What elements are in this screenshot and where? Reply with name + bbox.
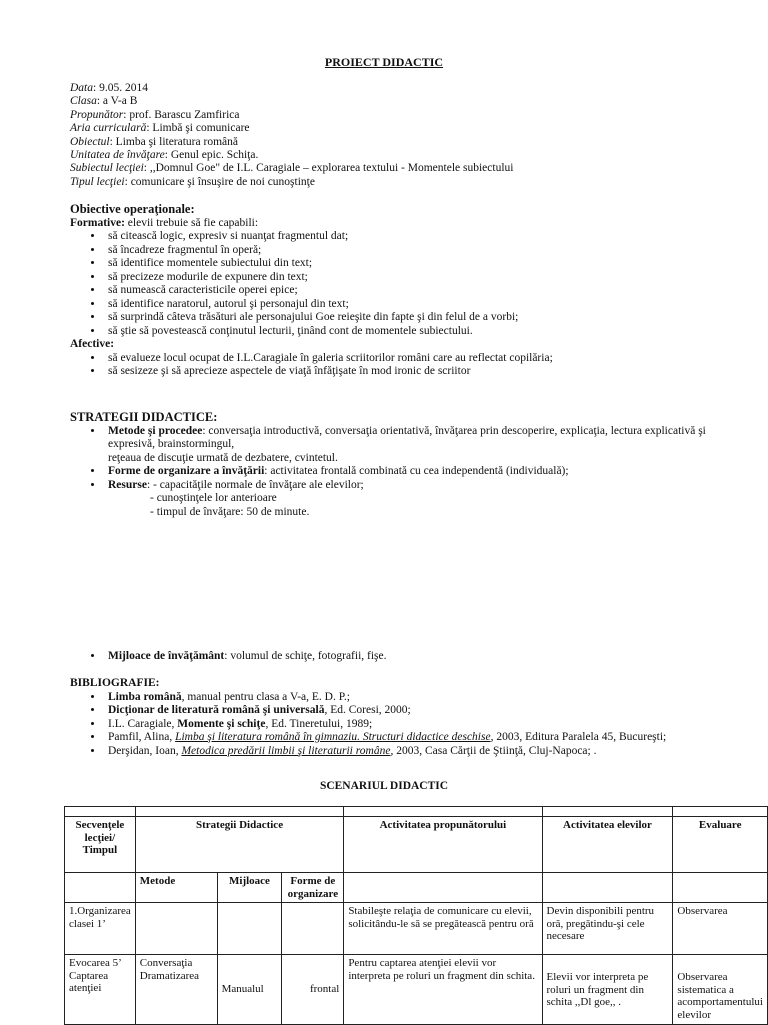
formative-line: Formative: elevii trebuie să fie capabili:	[70, 216, 259, 229]
list-item: • să surprindă câteva trăsături ale personajului Goe reieşite din fapte şi din felul de a vorbi;	[104, 311, 730, 325]
document-title: PROIECT DIDACTIC	[324, 55, 444, 69]
bibliography-heading: BIBLIOGRAFIE:	[70, 677, 160, 689]
meta-row: Data: 9.05. 2014	[70, 82, 148, 94]
table-row: 1.Organizarea clasei 1’ Stabileşte relaţia de comunicare cu elevii, solicitându-le să se pregătească pentru oră Devin disponibili pentru oră, pregătindu-şi cele necesare Observarea	[65, 903, 768, 955]
list-item: • Resurse: - capacităţile normale de învăţare ale elevilor;	[104, 479, 730, 493]
strategies-heading: STRATEGII DIDACTICE:	[70, 410, 218, 424]
scenario-table	[64, 806, 768, 1025]
meta-row: Obiectul: Limba şi literatura română	[70, 135, 238, 148]
list-item: • Dicţionar de literatură română şi universală, Ed. Coresi, 2000;	[104, 704, 730, 718]
list-item: • să evalueze locul ocupat de I.L.Caragiale în galeria scriitorilor români care au reflectat copilăria;	[104, 352, 730, 366]
header-strategii: Strategii Didactice	[135, 817, 344, 873]
bibliography-list	[70, 691, 730, 759]
header-activitate-prof: Activitatea propunătorului	[344, 817, 542, 873]
resource-line: - cunoştinţele lor anterioare	[150, 492, 277, 504]
resource-line: - timpul de învăţare: 50 de minute.	[150, 505, 310, 518]
strategies-section	[70, 411, 730, 519]
bibliography-section	[70, 677, 730, 758]
table-row	[65, 807, 768, 817]
header-secvente: Secvenţele lecţiei/ Timpul	[65, 817, 136, 873]
header-mijloace: Mijloace	[217, 873, 282, 903]
meta-row: Aria curriculară: Limbă şi comunicare	[70, 122, 250, 135]
table-subheader-row	[65, 873, 768, 903]
list-item: • să sesizeze şi să aprecieze aspectele de viaţă înfăţişate în mod ironic de scriitor	[104, 365, 730, 379]
list-item: • să încadreze fragmentul în operă;	[104, 244, 730, 258]
meta-row: Propunător: prof. Barascu Zamfirica	[70, 108, 240, 121]
list-item: • să citească logic, expresiv si nuanţat fragmentul dat;	[104, 230, 730, 244]
list-item: • Forme de organizare a învăţării: activitatea frontală combinată cu cea independentă (individuală);	[104, 465, 730, 479]
teaching-means	[70, 650, 730, 664]
header-metode: Metode	[135, 873, 217, 903]
meta-row: Clasa: a V-a B	[70, 95, 138, 108]
header-evaluare: Evaluare	[673, 817, 768, 873]
meta-row: Subiectul lecţiei: ,,Domnul Goe" de I.L. Caragiale – explorarea textului - Momentele subiectului	[70, 162, 514, 175]
list-item: • I.L. Caragiale, Momente şi schiţe, Ed. Tineretului, 1989;	[104, 718, 730, 732]
lesson-metadata	[70, 82, 513, 189]
list-item: • să numească caracteristicile operei epice;	[104, 284, 730, 298]
formative-list	[70, 230, 730, 338]
table-header-row	[65, 817, 768, 873]
meta-row: Tipul lecţiei: comunicare şi însuşire de noi cunoştinţe	[70, 175, 315, 188]
list-item: • Metode şi procedee: conversaţia introductivă, conversaţia orientativă, învăţarea prin descoperire, explicaţia, lectura explicativă şi expresivă, brainstormingul, reţeaua de discuţie urmată de dezbatere, cvintetul.	[104, 425, 730, 466]
list-item: • să precizeze modurile de expunere din text;	[104, 271, 730, 285]
table-row: Evocarea 5’ Captarea atenţiei Conversaţia Dramatizarea Manualul frontal Pentru captarea atenţiei elevii vor interpreta pe roluri un fragment din schita. Elevii vor interpreta pe roluri un fragment din schita ,,Dl goe,, . Observarea sistematica a acomportamentului elevilor	[65, 955, 768, 1025]
list-item: • să identifice naratorul, autorul şi personajul din text;	[104, 298, 730, 312]
affective-list	[70, 352, 730, 379]
objectives-heading: Obiective operaţionale:	[70, 202, 195, 216]
list-item: • Mijloace de învăţământ: volumul de schiţe, fotografii, fişe.	[104, 650, 730, 664]
strategies-list	[70, 425, 730, 493]
list-item: • Derşidan, Ioan, Metodica predării limbii şi literaturii române, 2003, Casa Cărţii de Ştiinţă, Cluj-Napoca; .	[104, 745, 730, 759]
list-item: • Pamfil, Alina, Limba şi literatura română în gimnaziu. Structuri didactice deschise, 2003, Editura Paralela 45, Bucureşti;	[104, 731, 730, 745]
list-item: • Limba română, manual pentru clasa a V-a, E. D. P.;	[104, 691, 730, 705]
scenario-title: SCENARIUL DIDACTIC	[319, 780, 449, 792]
list-item: • să ştie să povestească conţinutul lecturii, ţinând cont de momentele subiectului.	[104, 325, 730, 339]
meta-row: Unitatea de învăţare: Genul epic. Schiţa.	[70, 149, 259, 162]
objectives-section	[70, 203, 730, 379]
affective-label: Afective:	[70, 338, 115, 350]
header-forme: Forme de organizare	[282, 873, 344, 903]
list-item: • să identifice momentele subiectului din text;	[104, 257, 730, 271]
header-activitate-elevi: Activitatea elevilor	[542, 817, 673, 873]
